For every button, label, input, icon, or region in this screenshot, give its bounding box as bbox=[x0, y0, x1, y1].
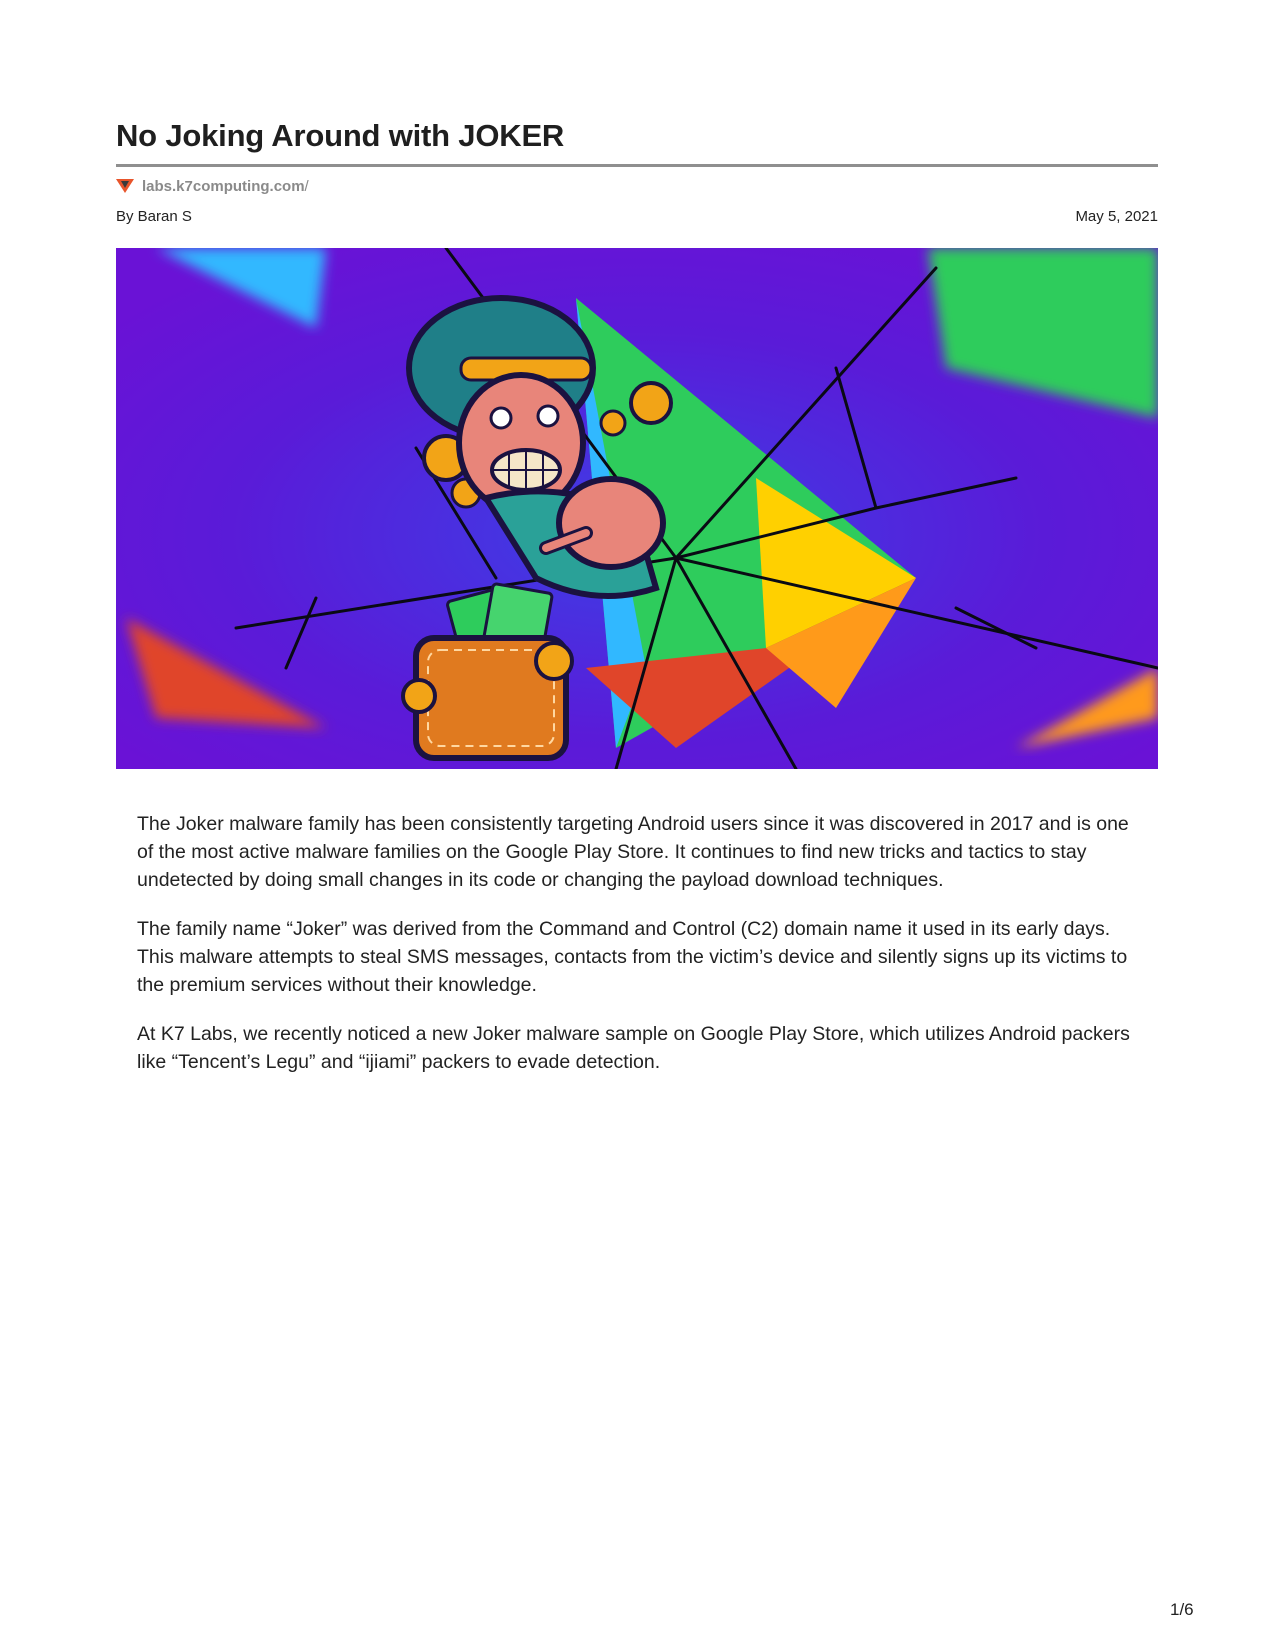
body-paragraph: The family name “Joker” was derived from the Command and Control (C2) domain name it used in its early days. This malware attempts to steal SMS messages, contacts from the victim’s device and silently signs up its victims to the premium services without their knowledge. bbox=[137, 918, 1128, 996]
title-divider bbox=[116, 164, 1158, 167]
article-title: No Joking Around with JOKER bbox=[116, 118, 565, 153]
article-body bbox=[137, 810, 1147, 1097]
joker-malware-illustration bbox=[116, 248, 1158, 769]
source-line bbox=[116, 176, 309, 196]
publish-date: May 5, 2021 bbox=[1075, 208, 1158, 225]
author-byline: By Baran S bbox=[116, 208, 192, 225]
hero-image bbox=[116, 248, 1158, 769]
page-number: 1/6 bbox=[1170, 1600, 1194, 1619]
source-link[interactable] bbox=[142, 178, 309, 195]
source-domain: labs.k7computing.com bbox=[142, 177, 305, 195]
source-slash: / bbox=[304, 177, 309, 195]
k7-logo-icon bbox=[116, 178, 134, 194]
body-paragraph: At K7 Labs, we recently noticed a new Joker malware sample on Google Play Store, which utilizes Android packers like “Tencent’s Legu” and “ijiami” packers to evade detection. bbox=[137, 1023, 1130, 1073]
body-paragraph: The Joker malware family has been consistently targeting Android users since it was discovered in 2017 and is one of the most active malware families on the Google Play Store. It continues to find new tricks and tactics to stay undetected by doing small changes in its code or changing the payload download techniques. bbox=[137, 813, 1129, 891]
